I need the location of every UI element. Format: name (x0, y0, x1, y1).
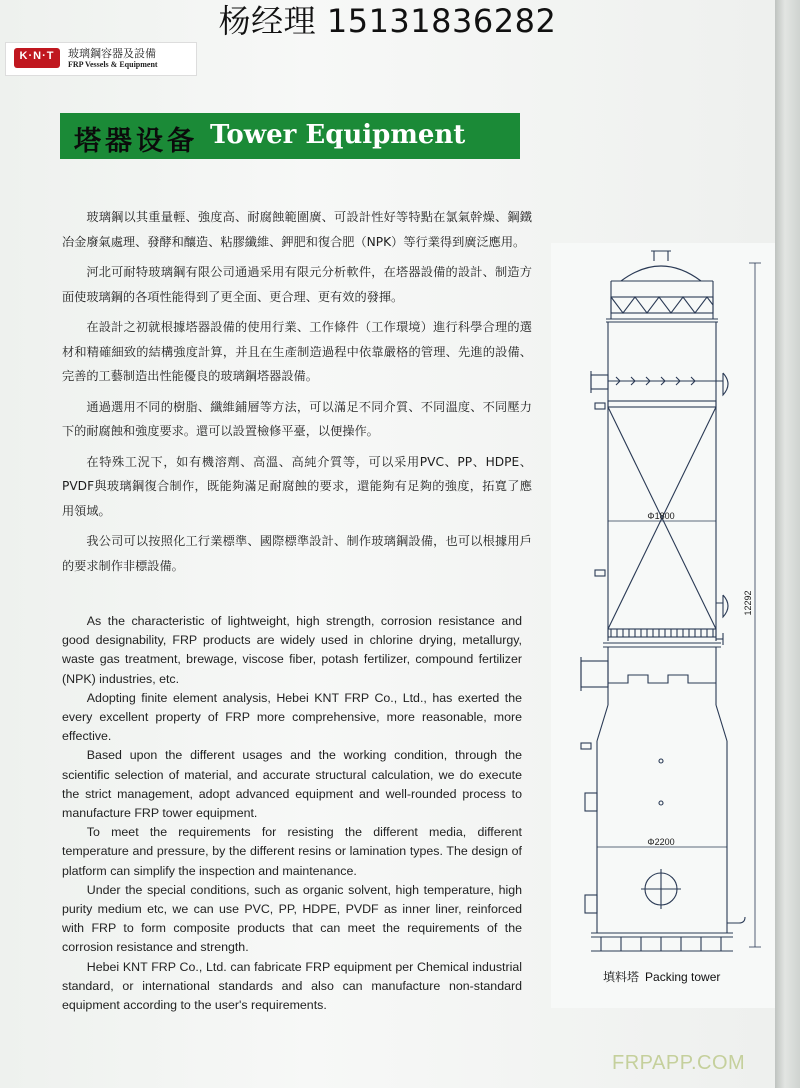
cn-paragraph: 我公司可以按照化工行業標準、國際標準設計、制作玻璃鋼設備，也可以根據用戶的要求制作非標設備。 (62, 534, 532, 573)
brand-name-cn: 玻璃鋼容器及設備 (68, 47, 156, 60)
section-title-bar (60, 113, 520, 159)
caption-en: Packing tower (645, 970, 721, 984)
packing-tower-drawing (551, 243, 775, 973)
section-title-cn: 塔器设备 (74, 126, 198, 157)
section-title-en: Tower Equipment (210, 120, 466, 150)
cn-paragraph: 玻璃鋼以其重量輕、強度高、耐腐蝕範圍廣、可設計性好等特點在氯氣幹燥、鋼鐵冶金廢氣處理、發酵和釀造、粘膠纖維、鉀肥和復合肥（NPK）等行業得到廣泛應用。 (62, 210, 532, 249)
lower-diameter-label: Φ2200 (647, 837, 675, 847)
en-paragraph: To meet the requirements for resisting the different media, different temperature and pressure, by the different resins or lamination types. The design of platform can simplify the inspection and maintenance. (62, 825, 522, 878)
chinese-description (62, 205, 532, 584)
cn-paragraph: 在設計之初就根據塔器設備的使用行業、工作條件（工作環境）進行科學合理的選材和精確細致的結構強度計算，并且在生產制造過程中依靠嚴格的管理、先進的設備、完善的工藝制造出性能優良的玻璃鋼塔器設備。 (62, 320, 532, 383)
cn-paragraph: 河北可耐特玻璃鋼有限公司通過采用有限元分析軟件，在塔器設備的設計、制造方面使玻璃鋼的各項性能得到了更全面、更合理、更有效的發揮。 (62, 265, 532, 304)
brand-name-en: FRP Vessels & Equipment (68, 60, 158, 69)
brand-strip (5, 42, 197, 76)
cn-paragraph: 通過選用不同的樹脂、纖維鋪層等方法，可以滿足不同介質、不同溫度、不同壓力下的耐腐蝕和強度要求。還可以設置檢修平臺，以便操作。 (62, 399, 532, 438)
cn-paragraph: 在特殊工況下，如有機溶劑、高溫、高純介質等，可以采用PVC、PP、HDPE、PVDF與玻璃鋼復合制作，既能夠滿足耐腐蝕的要求，還能夠有足夠的強度，拓寬了應用領域。 (62, 454, 532, 518)
logo-text: K·N·T (19, 50, 55, 62)
english-description (62, 612, 522, 1015)
en-paragraph: Adopting finite element analysis, Hebei KNT FRP Co., Ltd., has exerted the every excellent property of FRP more comprehensive, more reasonable, more effective. (62, 690, 522, 744)
site-watermark: FRPAPP.COM (612, 1052, 746, 1074)
en-paragraph: As the characteristic of lightweight, high strength, corrosion resistance and good designability, FRP products are widely used in chlorine drying, metallurgy, waste gas treatment, brewage, viscose fiber, potash fertilizer, compound fertilizer (NPK) industries, etc. (62, 614, 522, 686)
knt-logo (14, 48, 60, 68)
en-paragraph: Under the special conditions, such as organic solvent, high temperature, high purity medium etc, we can use PVC, PP, HDPE, PVDF as inner liner, reinforced with FRP to form composite products that can meet the requirements of the corrosion resistance and strength. (62, 882, 522, 955)
drawing-caption (603, 968, 720, 985)
en-paragraph: Based upon the different usages and the working condition, through the scientific selection of material, and accurate structural calculation, we do execute the strict management, adopt advanced equipment and well-rounded process to manufacture FRP tower equipment. (62, 748, 522, 821)
contact-header: 杨经理 15131836282 (218, 2, 557, 40)
en-paragraph: Hebei KNT FRP Co., Ltd. can fabricate FRP equipment per Chemical industrial standard, or international standards and also can manufacture non-standard equipment according to the user's requirements. (62, 959, 522, 1013)
upper-diameter-label: Φ1800 (647, 511, 675, 521)
height-dimension-label: 12292 (743, 590, 753, 616)
caption-cn: 填料塔 (603, 970, 640, 984)
page-edge (775, 0, 800, 1088)
